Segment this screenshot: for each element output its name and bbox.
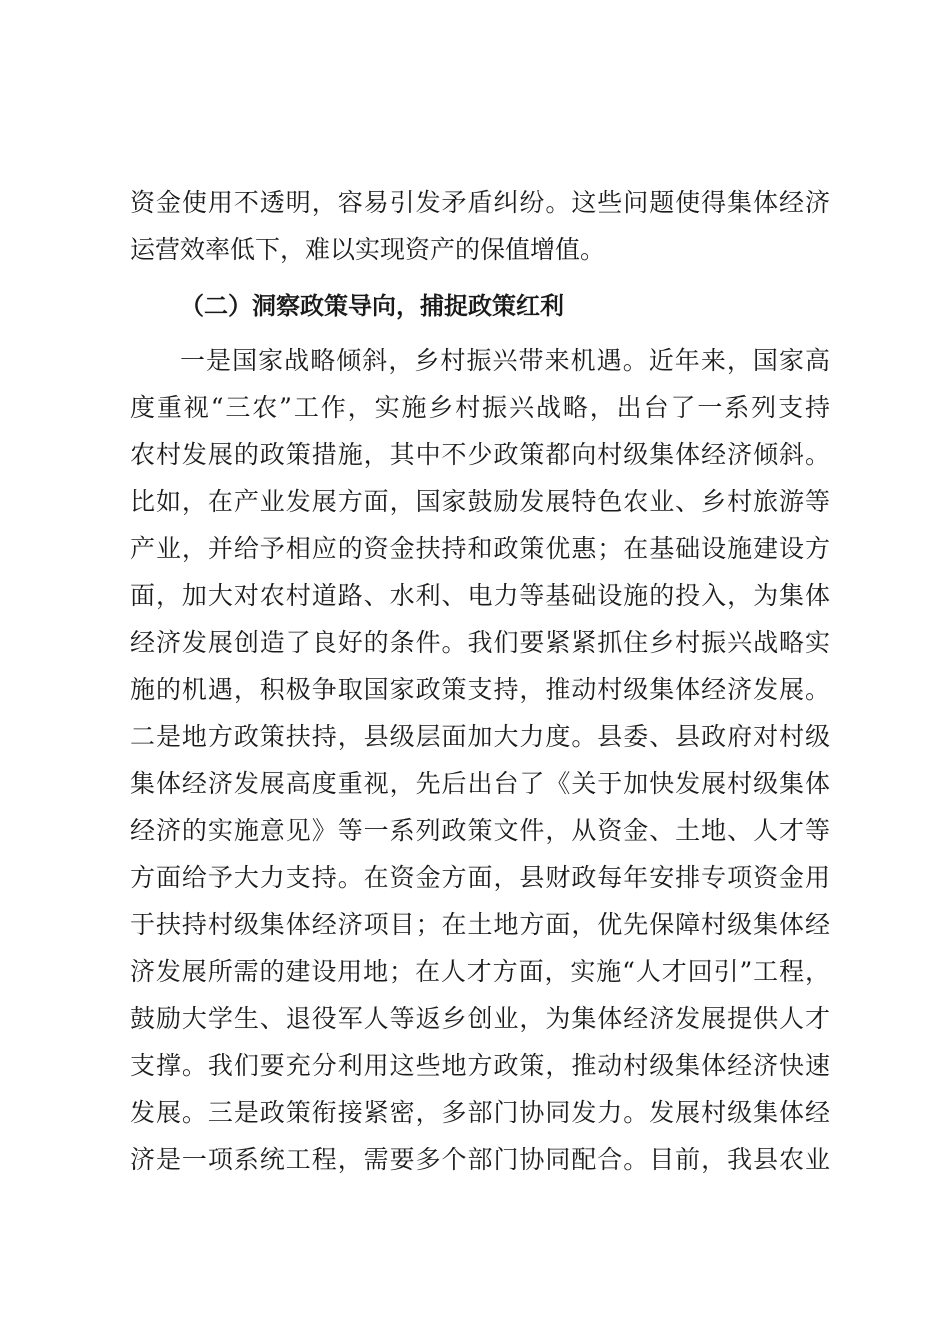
body-line-8: 施的机遇，积极争取国家政策支持，推动村级集体经济发展。 — [130, 675, 830, 704]
section-heading: （二）洞察政策导向，捕捉政策红利 — [180, 292, 564, 320]
body-line-2: 度重视“三农”工作，实施乡村振兴战略，出台了一系列支持 — [130, 393, 830, 422]
body-line-5: 产业，并给予相应的资金扶持和政策优惠；在基础设施建设方 — [130, 534, 830, 563]
body-line-14: 济发展所需的建设用地；在人才方面，实施“人才回引”工程， — [130, 957, 830, 986]
body-line-17: 发展。三是政策衔接紧密，多部门协同发力。发展村级集体经 — [130, 1098, 830, 1127]
body-line-9: 二是地方政策扶持，县级层面加大力度。县委、县政府对村级 — [130, 722, 830, 751]
body-line-16: 支撑。我们要充分利用这些地方政策，推动村级集体经济快速 — [130, 1051, 830, 1080]
body-line-11: 经济的实施意见》等一系列政策文件，从资金、土地、人才等 — [130, 816, 830, 845]
body-line-10: 集体经济发展高度重视，先后出台了《关于加快发展村级集体 — [130, 769, 830, 798]
body-line-6: 面，加大对农村道路、水利、电力等基础设施的投入，为集体 — [130, 581, 830, 610]
body-line-12: 方面给予大力支持。在资金方面，县财政每年安排专项资金用 — [130, 863, 830, 892]
body-line-4: 比如，在产业发展方面，国家鼓励发展特色农业、乡村旅游等 — [130, 487, 830, 516]
intro-line-1: 资金使用不透明，容易引发矛盾纠纷。这些问题使得集体经济 — [130, 188, 830, 217]
body-line-15: 鼓励大学生、退役军人等返乡创业，为集体经济发展提供人才 — [130, 1004, 830, 1033]
intro-line-2: 运营效率低下，难以实现资产的保值增值。 — [130, 235, 606, 264]
body-line-1: 一是国家战略倾斜，乡村振兴带来机遇。近年来，国家高 — [180, 346, 830, 375]
body-line-13: 于扶持村级集体经济项目；在土地方面，优先保障村级集体经 — [130, 910, 830, 939]
body-line-7: 经济发展创造了良好的条件。我们要紧紧抓住乡村振兴战略实 — [130, 628, 830, 657]
body-line-18: 济是一项系统工程，需要多个部门协同配合。目前，我县农业 — [130, 1145, 830, 1174]
body-line-3: 农村发展的政策措施，其中不少政策都向村级集体经济倾斜。 — [130, 440, 830, 469]
